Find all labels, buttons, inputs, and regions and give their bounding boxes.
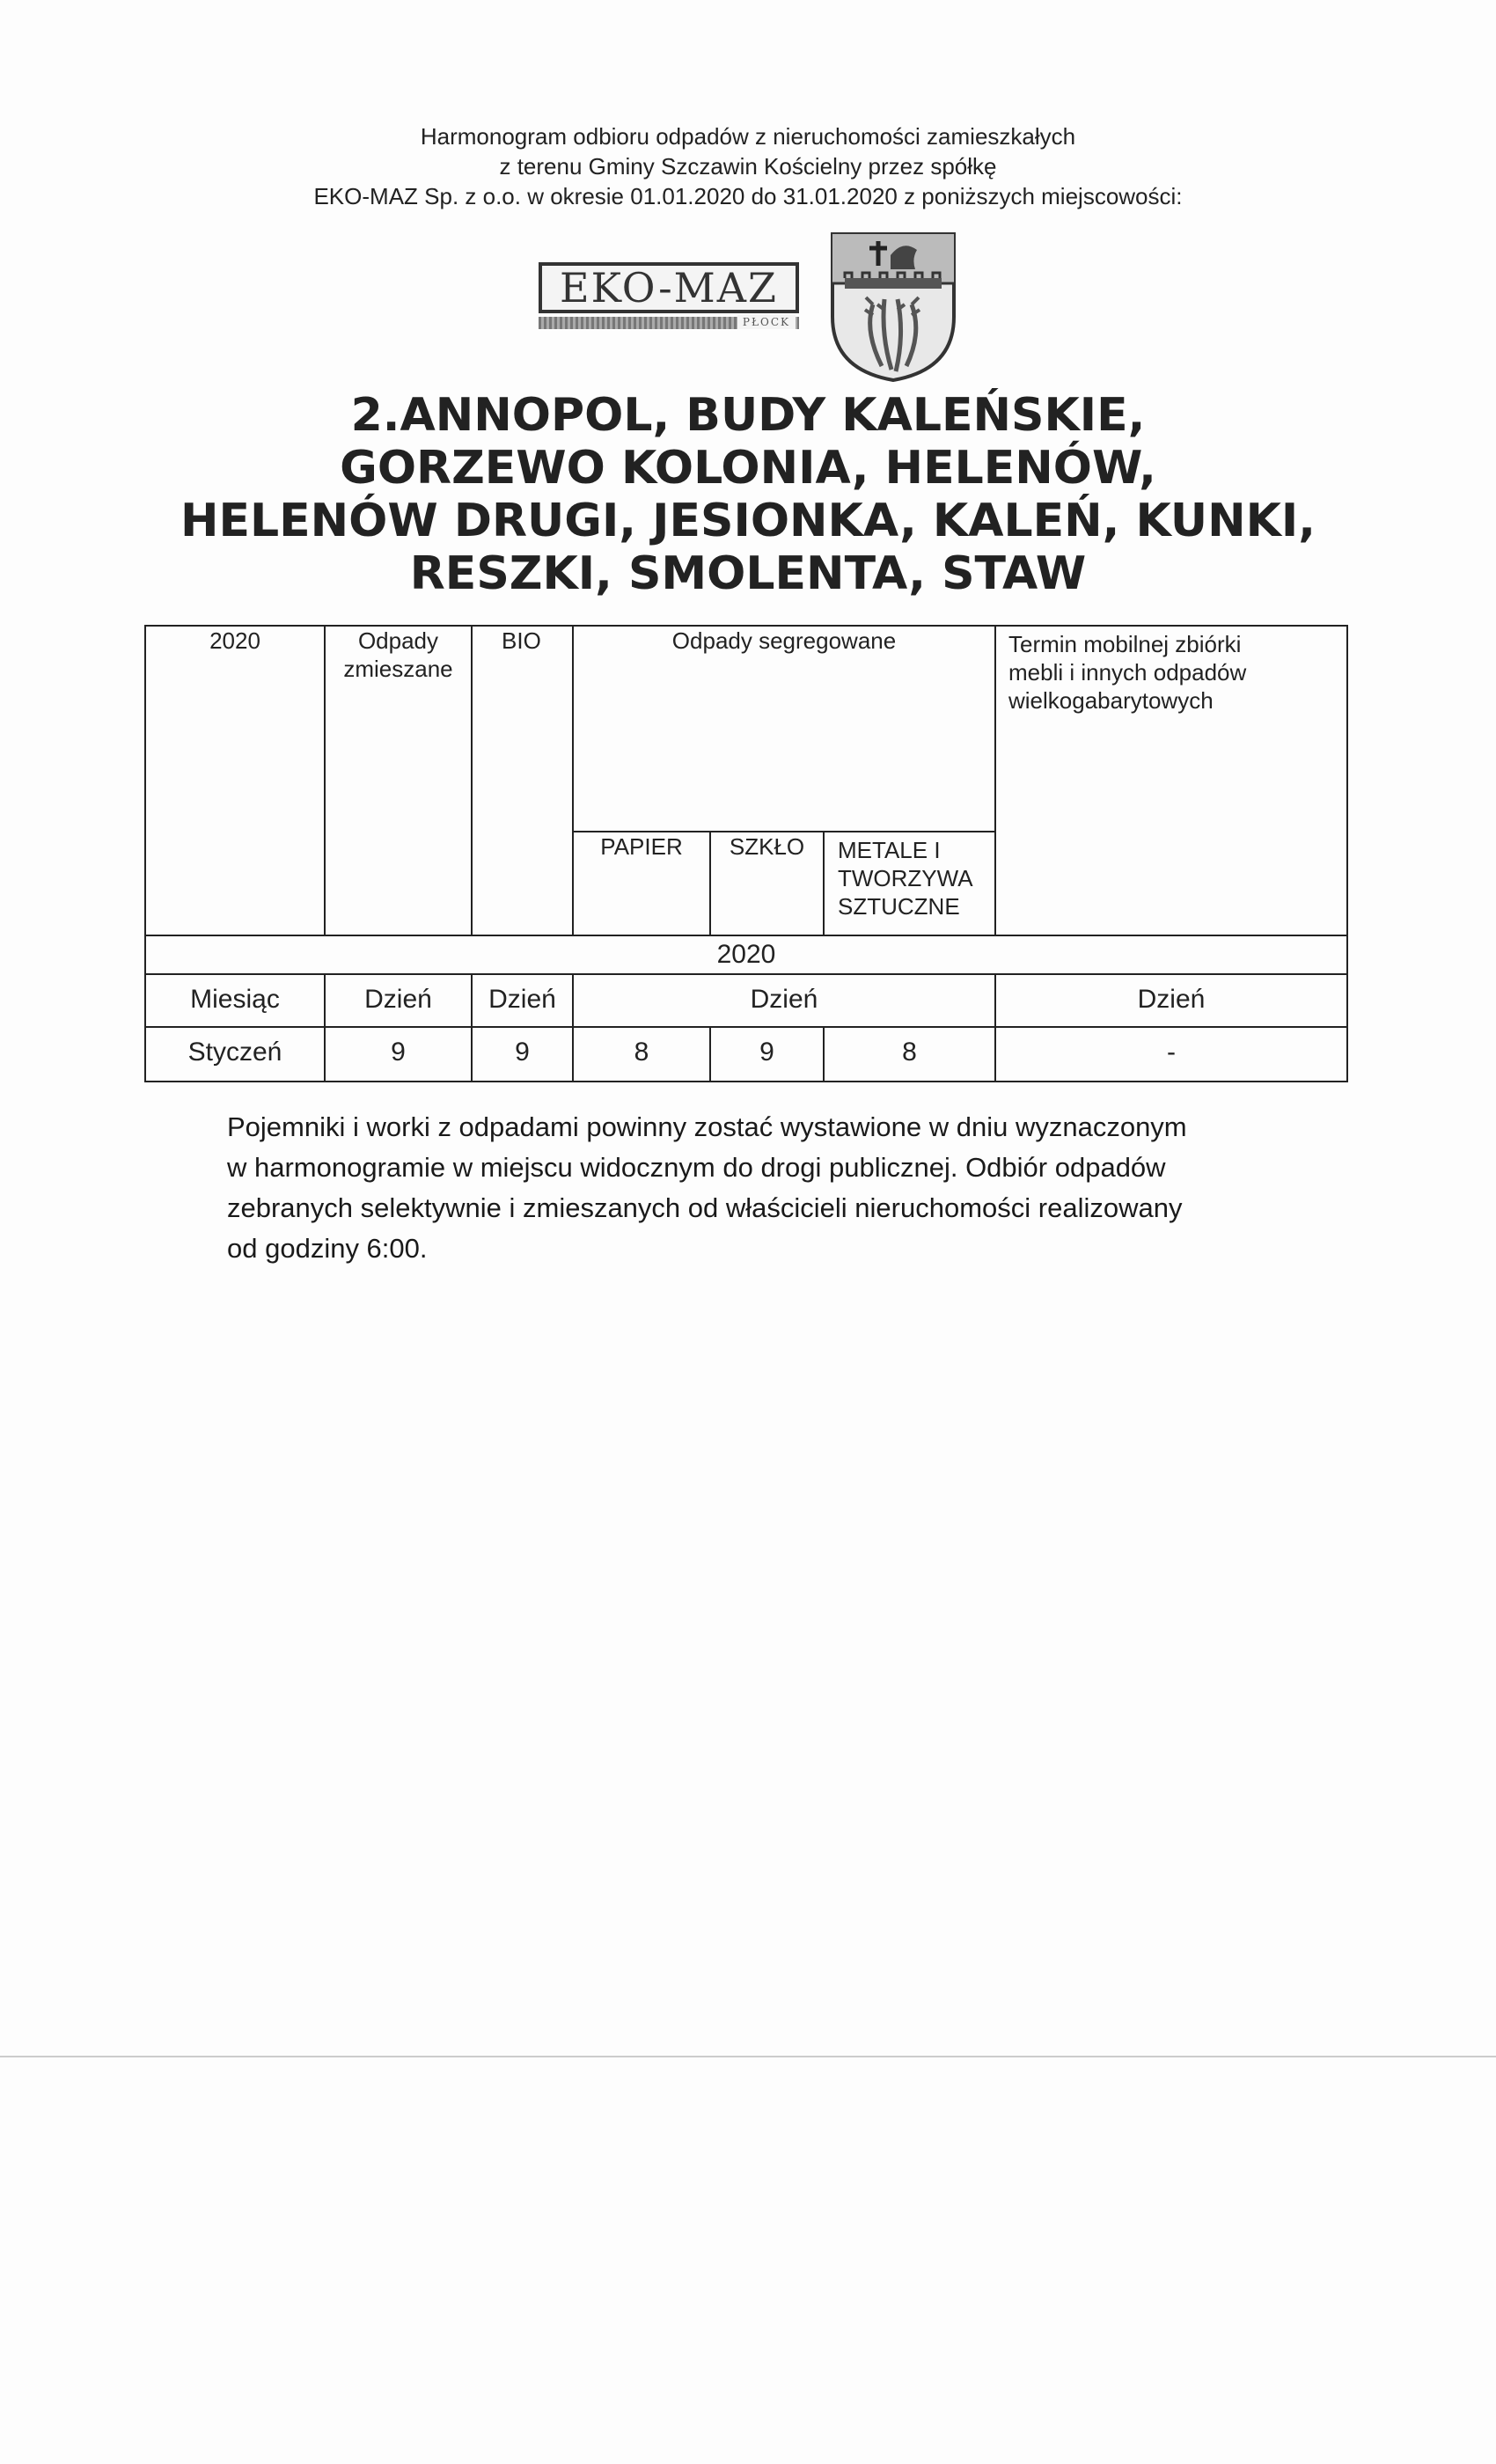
- label-day-segregated: Dzień: [750, 985, 818, 1014]
- header-paper: PAPIER: [600, 833, 683, 860]
- table-border: [1346, 625, 1348, 1082]
- coat-of-arms-icon: [827, 229, 959, 383]
- label-day-bulky: Dzień: [1137, 985, 1206, 1014]
- eko-maz-logo-text: EKO-MAZ: [539, 262, 799, 313]
- eko-maz-logo: [539, 262, 803, 334]
- locations-title: [0, 389, 1496, 600]
- label-month: Miesiąc: [190, 985, 280, 1014]
- header-mixed-waste: [326, 627, 471, 683]
- cell-paper-day: 8: [634, 1038, 649, 1067]
- header-mixed-line: Odpady: [357, 627, 439, 654]
- header-bulky-line: wielkogabarytowych: [1008, 687, 1214, 714]
- header-metals-plastics: [838, 836, 994, 920]
- note-line: w harmonogramie w miejscu widocznym do drogi publicznej. Odbiór odpadów: [227, 1152, 1166, 1183]
- label-day-mixed: Dzień: [364, 985, 432, 1014]
- eko-maz-logo-city: PŁOCK: [737, 315, 796, 329]
- header-bulky-line: mebli i innych odpadów: [1008, 659, 1247, 686]
- title-line: 2.ANNOPOL, BUDY KALEŃSKIE,: [350, 389, 1146, 442]
- note-line: Pojemniki i worki z odpadami powinny zostać wystawione w dniu wyznaczonym: [227, 1111, 1187, 1142]
- year-row: 2020: [716, 940, 776, 969]
- header-metal-line: SZTUCZNE: [838, 893, 960, 920]
- header-line: z terenu Gminy Szczawin Kościelny przez spółkę: [499, 153, 997, 180]
- header-metal-line: TWORZYWA: [838, 865, 973, 891]
- header-bio: BIO: [502, 627, 541, 654]
- table-border: [994, 625, 996, 935]
- title-line: GORZEWO KOLONIA, HELENÓW,: [340, 442, 1156, 495]
- header-metal-line: METALE I: [838, 837, 941, 863]
- table-border: [144, 1081, 1348, 1082]
- header-line: Harmonogram odbioru odpadów z nieruchomości zamieszkałych: [420, 123, 1076, 150]
- title-line: RESZKI, SMOLENTA, STAW: [409, 547, 1087, 600]
- year-header: 2020: [209, 627, 260, 654]
- cell-metal-day: 8: [902, 1038, 917, 1067]
- header-text: [0, 121, 1496, 211]
- note-line: zebranych selektywnie i zmieszanych od właścicieli nieruchomości realizowany: [227, 1192, 1183, 1223]
- scan-edge-line: [0, 2056, 1496, 2057]
- cell-glass-day: 9: [759, 1038, 774, 1067]
- header-segregated-waste: Odpady segregowane: [671, 627, 897, 654]
- header-bulky-line: Termin mobilnej zbiórki: [1008, 631, 1242, 657]
- note-line: od godziny 6:00.: [227, 1233, 428, 1264]
- cell-mixed-day: 9: [391, 1038, 406, 1067]
- collection-note: [227, 1107, 1397, 1269]
- cell-bio-day: 9: [515, 1038, 530, 1067]
- cell-month: Styczeń: [187, 1038, 282, 1067]
- header-line: EKO-MAZ Sp. z o.o. w okresie 01.01.2020 do 31.01.2020 z poniższych miejscowości:: [313, 183, 1183, 209]
- header-mixed-line: zmieszane: [343, 656, 453, 682]
- header-glass: SZKŁO: [729, 833, 805, 860]
- table-border: [572, 625, 574, 935]
- label-day-bio: Dzień: [488, 985, 556, 1014]
- table-border: [471, 625, 473, 935]
- header-bulky-waste: [1008, 630, 1343, 715]
- cell-bulky-day: -: [1167, 1038, 1176, 1067]
- title-line: HELENÓW DRUGI, JESIONKA, KALEŃ, KUNKI,: [180, 495, 1316, 547]
- table-border: [823, 831, 825, 935]
- table-border: [144, 935, 1348, 936]
